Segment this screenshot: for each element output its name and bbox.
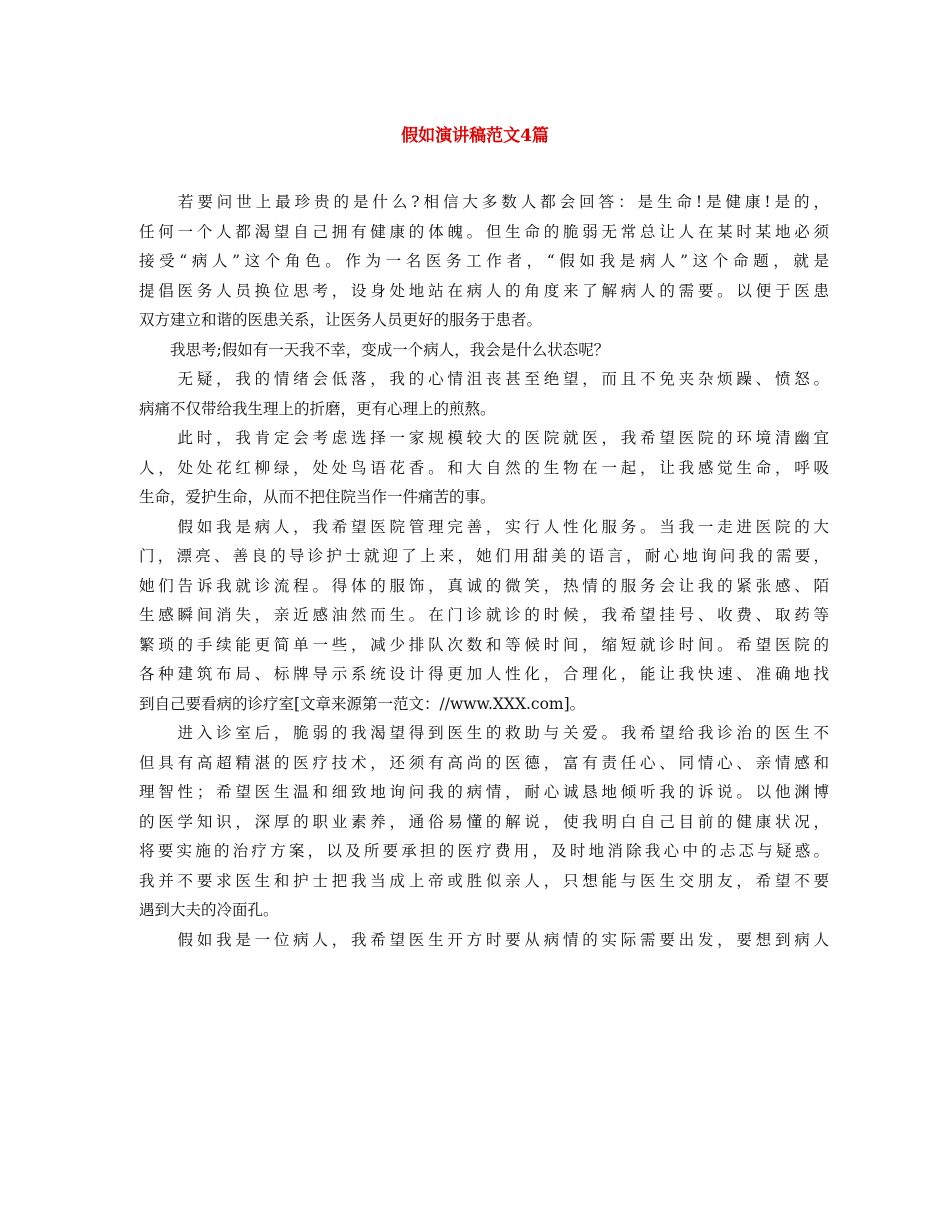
text-line: 她们告诉我就诊流程。得体的服饰，真诚的微笑，热情的服务会让我的紧张感、陌 xyxy=(139,576,829,595)
text-line: 提倡医务人员换位思考，设身处地站在病人的角度来了解病人的需要。以便于医患 xyxy=(139,281,829,300)
paragraph xyxy=(139,926,829,956)
text-line: 接受“病人”这个角色。作为一名医务工作者，“假如我是病人”这个命题，就是 xyxy=(139,252,829,270)
text-line: 但具有高超精湛的医疗技术，还须有高尚的医德，富有责任心、同情心、亲情感和 xyxy=(139,753,829,772)
text-line: 若要问世上最珍贵的是什么?相信大多数人都会回答：是生命!是健康!是的， xyxy=(139,193,829,211)
text-line: 任何一个人都渴望自己拥有健康的体魄。但生命的脆弱无常总让人在某时某地必须 xyxy=(139,222,829,241)
text-line: 病痛不仅带给我生理上的折磨，更有心理上的煎熬。 xyxy=(139,399,496,418)
text-line: 门，漂亮、善良的导诊护士就迎了上来，她们用甜美的语言，耐心地询问我的需要， xyxy=(139,547,829,565)
text-line: 人，处处花红柳绿，处处鸟语花香。和大自然的生物在一起，让我感觉生命，呼吸 xyxy=(139,458,829,477)
paragraph xyxy=(139,424,829,513)
paragraph xyxy=(139,719,829,926)
text-line: 到自己要看病的诊疗室[文章来源第一范文：//www.XXX.com]。 xyxy=(139,694,586,713)
text-line: 遇到大夫的冷面孔。 xyxy=(139,901,279,919)
text-line: 将要实施的治疗方案，以及所要承担的医疗费用，及时地消除我心中的忐忑与疑惑。 xyxy=(139,842,829,860)
text-line: 此时，我肯定会考虑选择一家规模较大的医院就医，我希望医院的环境清幽宜 xyxy=(139,429,829,447)
text-line: 理智性；希望医生温和细致地询问我的病情，耐心诚恳地倾听我的诉说。以他渊博 xyxy=(139,783,829,801)
paragraph xyxy=(139,336,829,366)
text-line: 生感瞬间消失，亲近感油然而生。在门诊就诊的时候，我希望挂号、收费、取药等 xyxy=(139,606,829,624)
paragraph xyxy=(139,188,829,336)
document-body xyxy=(139,188,829,955)
text-line: 假如我是一位病人，我希望医生开方时要从病情的实际需要出发，要想到病人 xyxy=(139,930,829,949)
paragraph xyxy=(139,365,829,424)
text-line: 无疑，我的情绪会低落，我的心情沮丧甚至绝望，而且不免夹杂烦躁、愤怒。 xyxy=(139,370,829,388)
text-line: 我并不要求医生和护士把我当成上帝或胜似亲人，只想能与医生交朋友，希望不要 xyxy=(139,871,829,890)
text-line: 双方建立和谐的医患关系，让医务人员更好的服务于患者。 xyxy=(139,311,543,329)
text-line: 假如我是病人，我希望医院管理完善，实行人性化服务。当我一走进医院的大 xyxy=(139,517,829,536)
text-line: 繁琐的手续能更简单一些，减少排队次数和等候时间，缩短就诊时间。希望医院的 xyxy=(139,635,829,654)
text-line: 生命，爱护生命，从而不把住院当作一件痛苦的事。 xyxy=(139,488,496,506)
text-line: 进入诊室后，脆弱的我渴望得到医生的救助与关爱。我希望给我诊治的医生不 xyxy=(139,724,829,742)
paragraph xyxy=(139,513,829,720)
text-line: 各种建筑布局、标牌导示系统设计得更加人性化，合理化，能让我快速、准确地找 xyxy=(139,665,829,683)
document-title: 假如演讲稿范文4篇 xyxy=(401,126,549,146)
text-line: 我思考;假如有一天我不幸，变成一个病人，我会是什么状态呢？ xyxy=(139,340,610,359)
text-line: 的医学知识，深厚的职业素养，通俗易懂的解说，使我明白自己目前的健康状况， xyxy=(139,812,829,831)
